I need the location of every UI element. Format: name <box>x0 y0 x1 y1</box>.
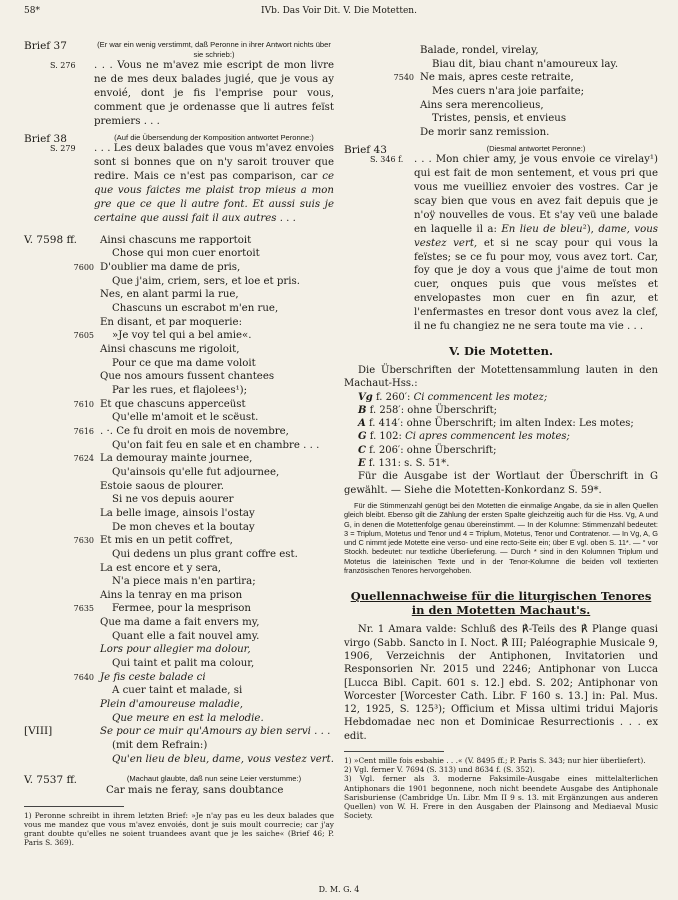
heading-text: Ci commencent les motez; <box>413 391 548 403</box>
verse-text: De morir sanz remission. <box>420 126 550 138</box>
verse-line <box>24 329 334 343</box>
verse-line <box>24 630 334 644</box>
verse-text: Se pour ce muir qu'Amours ay bien servi . . . <box>100 726 331 738</box>
folio: f. 258′: <box>366 404 408 416</box>
verse-line <box>24 439 334 453</box>
running-header <box>24 6 654 20</box>
verse-text: La est encore et y sera, <box>100 562 222 574</box>
verse-line <box>344 58 658 72</box>
verse-text: D'oublier ma dame de pris, <box>100 262 241 274</box>
verse-line <box>344 85 658 99</box>
verse-text: Par les rues, et flajolees¹); <box>112 384 248 396</box>
verse-line <box>24 684 334 698</box>
siglum-entry <box>344 391 658 404</box>
siglum: Vg <box>358 391 373 403</box>
small-paragraph: Für die Stimmenzahl genügt bei den Motetten die einmalige Angabe, da sie in allen Quellen gleich bleibt. Ebenso gilt die Zählung der ersten Spalte gleichzeitig auch für die Hss. Vg, A und G, in denen die Motettenfolge genau übereinstimmt. — In der Kolumne: Stimmenzahl bedeutet: 3 = Triplum, Motetus und Tenor und 4 = Triplum, Motetus, Tenor und Contratenor. — In Vg, A, G und C nimmt jede Motette eine verso- und eine recto-Seite ein; über E vgl. oben S. 11*. — ° vor Stockh. bedeutet: nur textliche Überlieferung. — Durch * sind in den Kolumnen Triplum und Motetus die lateinischen Texte und in der Tenor-Kolumne die beiden voll textierten französischen Tenores hervorgehoben. <box>344 500 658 576</box>
folio: f. 102: <box>366 431 406 443</box>
verse-label: V. 7537 ff. <box>24 774 77 787</box>
verse-text: Et mis en un petit coffret, <box>100 535 233 547</box>
verse-text: Qu'en lieu de bleu, dame, vous vestez vert. <box>112 753 334 765</box>
verse-text: Lors pour allegier ma dolour, <box>100 644 251 656</box>
verse-text: Balade, rondel, virelay, <box>420 45 539 56</box>
verse-block <box>344 44 658 140</box>
verse-line <box>344 112 658 126</box>
verse-text: Que ma dame a fait envers my, <box>100 617 260 629</box>
verse-line <box>24 398 334 412</box>
right-column <box>344 44 658 820</box>
letter-text: et si ne scay pour qui vous la feïstes; se ce fu pour moy, vous avez tort. Car, foy que je doy a vous que j'aime de tout mon cuer, onques puis que vous meïstes et envelopastes mon cuer en fin azur, et l'enfermastes en tresor dont vous avez la clef, il ne fu changiez ne ne sera toute ma vie . . . <box>414 237 658 333</box>
verse-text: N'a piece mais n'en partira; <box>112 576 256 588</box>
siglum-entry <box>344 430 658 443</box>
verse-block <box>24 234 334 726</box>
verse-text: Ains la tenray en ma prison <box>100 589 243 601</box>
footnote-rule <box>344 751 444 752</box>
heading-text: ohne Überschrift; im alten Index: Les motes; <box>406 418 634 430</box>
section-title: V. Die Motetten. <box>449 343 553 358</box>
line-number: 7610 <box>73 399 94 409</box>
heading-text: s. S. 51*. <box>404 458 450 470</box>
letter-text: . . . Les deux balades que vous m'avez envoies sont si bonnes que on n'y saroit trouver que redire. Mais ce n'est pas comparison, car <box>94 143 334 183</box>
editorial-note: (Er war ein wenig verstimmt, daß Peronne in ihrer Antwort nichts über sie schrieb:) <box>97 40 331 59</box>
brief-ref: Brief 37 <box>24 40 67 52</box>
verse-line <box>24 589 334 603</box>
verse-line <box>24 575 334 589</box>
verse-line <box>24 275 334 289</box>
brief-37 <box>24 40 334 129</box>
edition-note: Für die Ausgabe ist der Wortlaut der Überschrift in G gewählt. — Siehe die Motetten-Konkordanz S. 59*. <box>344 471 658 496</box>
verse-line <box>24 725 334 739</box>
verse-line <box>24 507 334 521</box>
verse-text: Qui dedens un plus grant coffre est. <box>112 548 298 560</box>
line-number: 7624 <box>73 454 94 464</box>
running-title: IVb. Das Voir Dit. V. Die Motetten. <box>261 6 417 16</box>
letter-text-italic: ce que vous faictes me plaist trop mieus a mon gre que ce que li autre font. Et aussi suis je certaine que aussi fait il aux autres <box>94 171 334 224</box>
footnote: 3) Vgl. ferner als 3. moderne Faksimile-Ausgabe eines mittelalterlichen Antiphonars die 1901 begonnene, noch nicht beendete Ausgabe des Antiphonale Sarisburiense (Cambridge Un. Libr. Mm II 9 s. 13. mit Ergänzungen aus anderen Quellen) von W. H. Frere in den Ausgaben der Plainsong and Mediaeval Music Society. <box>344 774 658 821</box>
footnote-rule <box>24 806 124 807</box>
siglum: C <box>358 444 366 456</box>
verse-line <box>24 302 334 316</box>
verse-line <box>24 384 334 398</box>
verse-line <box>24 521 334 535</box>
verse-text: Pour ce que ma dame voloit <box>112 357 256 369</box>
letter-text: . . . Vous ne m'avez mie escript de mon livre ne de mes deux balades jugié, que je vous ay envoié, dont je fis l'emprise pour vous, comment que je ordenasse que li autres feïst premiers . . . <box>94 60 334 127</box>
verse-text: Si ne vos depuis aourer <box>112 494 234 506</box>
verse-text: Je fis ceste balade ci <box>100 671 206 683</box>
verse-line <box>344 71 658 85</box>
source-page-ref: S. 279 <box>50 144 76 154</box>
source-paragraph: Nr. 1 Amara valde: Schluß des ℟-Teils des ℟ Plange quasi virgo (Sabb. Sancto in I. Noct. ℟ III; Paléographie Musicale 9, 1906, Verzeichnis der Antiphonen, Invitatorien und Responsorien Nr. 2015 und 2246; Antiphonar von Lucca [Lucca Bibl. Capit. 601 s. 12.] ebd. S. 202; Antiphonar von Worcester [Worcester Cath. Libr. F 160 s. 13.] in: Pal. Mus. 12, 1925, S. 125³); Officium et Missa ultimi tridui Majoris Hebdomadae nec non et Dominicae Resurrectionis . . . ex edit. <box>344 624 658 742</box>
line-number: 7616 <box>73 426 94 436</box>
verse-line <box>24 548 334 562</box>
verse-line <box>344 99 658 113</box>
verse-text: Estoie saous de plourer. <box>100 480 225 492</box>
verse-text: »Je voy tel qui a bel amie«. <box>112 330 252 342</box>
siglum: E <box>358 458 366 470</box>
verse-text: . ·. Ce fu droit en mois de novembre, <box>100 425 289 437</box>
verse-text: Biau dit, biau chant n'amoureux lay. <box>432 58 619 70</box>
verse-text: Plein d'amoureuse maladie, <box>100 699 244 711</box>
verse-line <box>24 425 334 439</box>
footnote: 1) Peronne schreibt in ihrem letzten Brief: »Je n'ay pas eu les deux balades que vous me mandez que vous m'avez envoiés, dont je suis moult courrecie; car j'ay grant doubte qu'elles ne soient truandees avant que je les saiche« (Brief 46; P. Paris S. 369). <box>24 810 334 848</box>
brief-ref: Brief 43 <box>344 143 387 156</box>
siglum-entry <box>344 417 658 430</box>
letter-text-italic: En lieu de bleu <box>501 223 583 235</box>
verse-line <box>24 288 334 302</box>
footnotes <box>344 756 658 820</box>
left-column <box>24 40 334 848</box>
verse-text: Et que chascuns apperceüst <box>100 398 246 410</box>
verse-label: [VIII] <box>24 725 53 738</box>
heading-text: ohne Überschrift; <box>407 404 498 416</box>
verse-line <box>24 466 334 480</box>
verse-text: Nes, en alant parmi la rue, <box>100 289 239 301</box>
verse-text: (mit dem Refrain:) <box>112 740 208 752</box>
siglum: A <box>358 418 366 430</box>
verse-line <box>24 643 334 657</box>
verse-text: Quant elle a fait nouvel amy. <box>112 630 260 642</box>
verse-label: V. 7598 ff. <box>24 233 77 246</box>
verse-text: Que meure en est la melodie. <box>112 712 264 724</box>
siglum: B <box>358 404 367 416</box>
letter-text: . . . Mon chier amy, je vous envoie ce virelay¹) qui est fait de mon sentement, et vous pri que vous me vueilliez envoier des vostres. Car je scay bien que vous en avez fait depuis que je n'oÿ nouvelles de vous. Et s'ay veü une balade en laquelle il a: <box>414 154 658 235</box>
verse-text: Que nos amours fussent chantees <box>100 371 275 383</box>
verse-line <box>24 534 334 548</box>
line-number: 7635 <box>73 604 94 614</box>
verse-text: La demouray mainte journee, <box>100 453 253 465</box>
line-number: 7630 <box>73 536 94 546</box>
verse-text: A cuer taint et malade, si <box>112 685 243 697</box>
verse-text: De mon cheves et la boutay <box>112 521 255 533</box>
siglum-entry <box>344 404 658 417</box>
verse-line <box>24 261 334 275</box>
verse-text: Qu'ainsois qu'elle fut adjournee, <box>112 466 280 478</box>
verse-text: Chose qui mon cuer enortoit <box>112 248 260 260</box>
verse-text: Fermee, pour la mesprison <box>112 603 251 615</box>
source-page-ref: S. 346 f. <box>370 155 404 165</box>
verse-line <box>24 234 334 248</box>
verse-line <box>24 562 334 576</box>
editorial-note: (Machaut glaubte, daß nun seine Leier verstumme:) <box>126 774 302 784</box>
verse-line <box>24 452 334 466</box>
brief-38 <box>24 133 334 226</box>
verse-text: Car mais ne feray, sans doubtance <box>106 784 284 796</box>
intro-paragraph: Die Überschriften der Motettensammlung lauten in den Machaut-Hss.: <box>344 364 658 390</box>
section-title-2: Quellennachweise für die liturgischen Tenores in den Motetten Machaut's. <box>350 589 652 618</box>
editorial-note: (Diesmal antwortet Peronne:) <box>486 143 586 153</box>
siglum-entry <box>344 457 658 470</box>
heading-text: Ci apres commencent les motes; <box>405 431 570 443</box>
verse-text: Ains sera merencolieus, <box>420 99 544 111</box>
verse-line <box>24 739 334 753</box>
siglum-entry <box>344 444 658 457</box>
verse-line <box>24 411 334 425</box>
verse-text: Qu'elle m'amoit et le scëust. <box>112 412 259 424</box>
verse-line <box>24 247 334 261</box>
letter-text-italic: dame, vous vestez vert, <box>414 223 658 249</box>
verse-line <box>24 671 334 685</box>
verse-line <box>24 602 334 616</box>
brief-ref: Brief 38 <box>24 132 67 145</box>
verse-text: Qui taint et palit ma colour, <box>112 658 255 670</box>
verse-line <box>344 44 658 58</box>
folio: f. 131: <box>365 458 405 470</box>
sigla-list <box>344 391 658 471</box>
verse-text: La belle image, ainsois l'ostay <box>100 507 255 519</box>
verse-line <box>24 698 334 712</box>
line-number: 7605 <box>73 331 94 341</box>
verse-line <box>24 343 334 357</box>
letter-text: . . . <box>276 212 296 224</box>
page-number: 58* <box>24 6 40 16</box>
verse-text: Chascuns un escrabot m'en rue, <box>112 303 279 315</box>
line-number: 7600 <box>73 263 94 273</box>
signature-mark: D. M. G. 4 <box>318 885 360 894</box>
verse-text: Tristes, pensis, et envieus <box>432 113 567 125</box>
verse-text: Ainsi chascuns me rapportoit <box>100 234 252 246</box>
verse-text: Qu'on fait feu en sale et en chambre . . . <box>112 439 320 451</box>
verse-line <box>24 480 334 494</box>
verse-line <box>24 357 334 371</box>
verse-line <box>24 316 334 330</box>
brief-43 <box>344 144 658 334</box>
siglum: G <box>358 431 367 443</box>
line-number: 7540 <box>393 73 414 83</box>
footnote: 2) Vgl. ferner V. 7694 (S. 313) und 8634 f. (S. 352). <box>344 765 535 775</box>
line-number: 7640 <box>73 672 94 682</box>
folio: f. 260′: <box>372 391 414 403</box>
verse-text: En disant, et par moquerie: <box>100 316 243 328</box>
verse-line <box>24 657 334 671</box>
verse-line <box>344 126 658 140</box>
footnote: 1) »Cent mille fois esbahie . . .« (V. 8495 ff.; P. Paris S. 343; nur hier überliefert). <box>344 755 646 765</box>
editorial-note: (Auf die Übersendung der Komposition antwortet Peronne:) <box>114 132 314 142</box>
verse-text: Ainsi chascuns me rigoloit, <box>100 344 240 355</box>
verse-text: Mes cuers n'ara joie parfaite; <box>432 85 585 97</box>
verse-line <box>24 493 334 507</box>
verse-text: Ne mais, apres ceste retraite, <box>420 72 574 84</box>
folio: f. 414′: <box>365 418 407 430</box>
heading-text: ohne Überschrift; <box>406 444 497 456</box>
verse-line <box>24 753 334 767</box>
v7537-block <box>24 774 334 798</box>
letter-text: ²), <box>582 223 599 235</box>
verse-line <box>24 370 334 384</box>
folio: f. 206′: <box>365 444 407 456</box>
verse-line <box>24 712 334 726</box>
verse-line <box>24 616 334 630</box>
source-page-ref: S. 276 <box>50 61 76 71</box>
verse-text: Que j'aim, criem, sers, et loe et pris. <box>112 275 300 287</box>
